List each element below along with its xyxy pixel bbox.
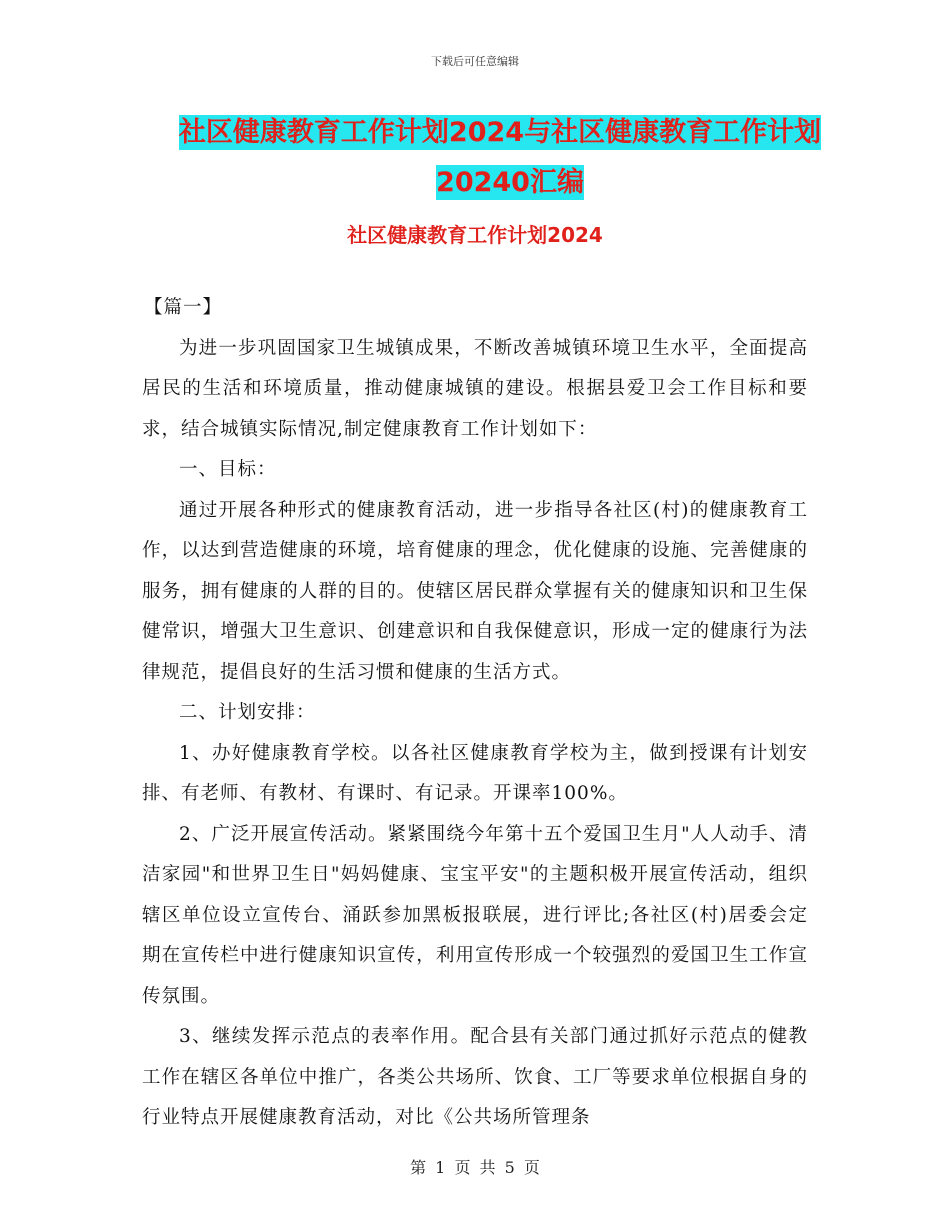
page-number: 第 1 页 共 5 页 [410,1158,540,1177]
paragraph-goals: 通过开展各种形式的健康教育活动，进一步指导各社区(村)的健康教育工作，以达到营造健康的环境，培育健康的理念，优化健康的设施、完善健康的服务，拥有健康的人群的目的。使辖区居民群众掌握有关的健康知识和卫生保健常识，增强大卫生意识、创建意识和自我保健意识，形成一定的健康行为法律规范，提倡良好的生活习惯和健康的生活方式。 [142,499,808,683]
section-title: 社区健康教育工作计划2024 [347,223,603,247]
paragraph-plan-item-3: 3、继续发挥示范点的表率作用。配合县有关部门通过抓好示范点的健教工作在辖区各单位中推广，各类公共场所、饮食、工厂等要求单位根据自身的行业特点开展健康教育活动，对比《公共场所管理条 [142,1026,808,1128]
page-header-note: 下载后可任意编辑 [431,55,519,68]
paragraph-intro: 为进一步巩固国家卫生城镇成果，不断改善城镇环境卫生水平，全面提高居民的生活和环境质量，推动健康城镇的建设。根据县爱卫会工作目标和要求，结合城镇实际情况,制定健康教育工作计划如下： [142,337,808,440]
paragraph-heading-goals: 一、目标： [179,459,277,480]
document-title-line-2: 20240汇编 [436,167,584,198]
paragraph-plan-item-2: 2、广泛开展宣传活动。紧紧围绕今年第十五个爱国卫生月"人人动手、清洁家园"和世界卫生日"妈妈健康、宝宝平安"的主题积极开展宣传活动，组织辖区单位设立宣传台、涌跃参加黑板报联展，进行评比;各社区(村)居委会定期在宣传栏中进行健康知识宣传，利用宣传形成一个较强烈的爱国卫生工作宣传氛围。 [142,823,808,1007]
paragraph-plan-item-1: 1、办好健康教育学校。以各社区健康教育学校为主，做到授课有计划安排、有老师、有教材、有课时、有记录。开课率100%。 [142,742,808,804]
document-title-line-1: 社区健康教育工作计划2024与社区健康教育工作计划 [178,117,822,148]
document-title [120,108,880,208]
paragraph-heading-plan: 二、计划安排： [179,702,316,723]
document-body [142,288,808,1139]
paragraph-section-label: 【篇一】 [144,297,223,318]
